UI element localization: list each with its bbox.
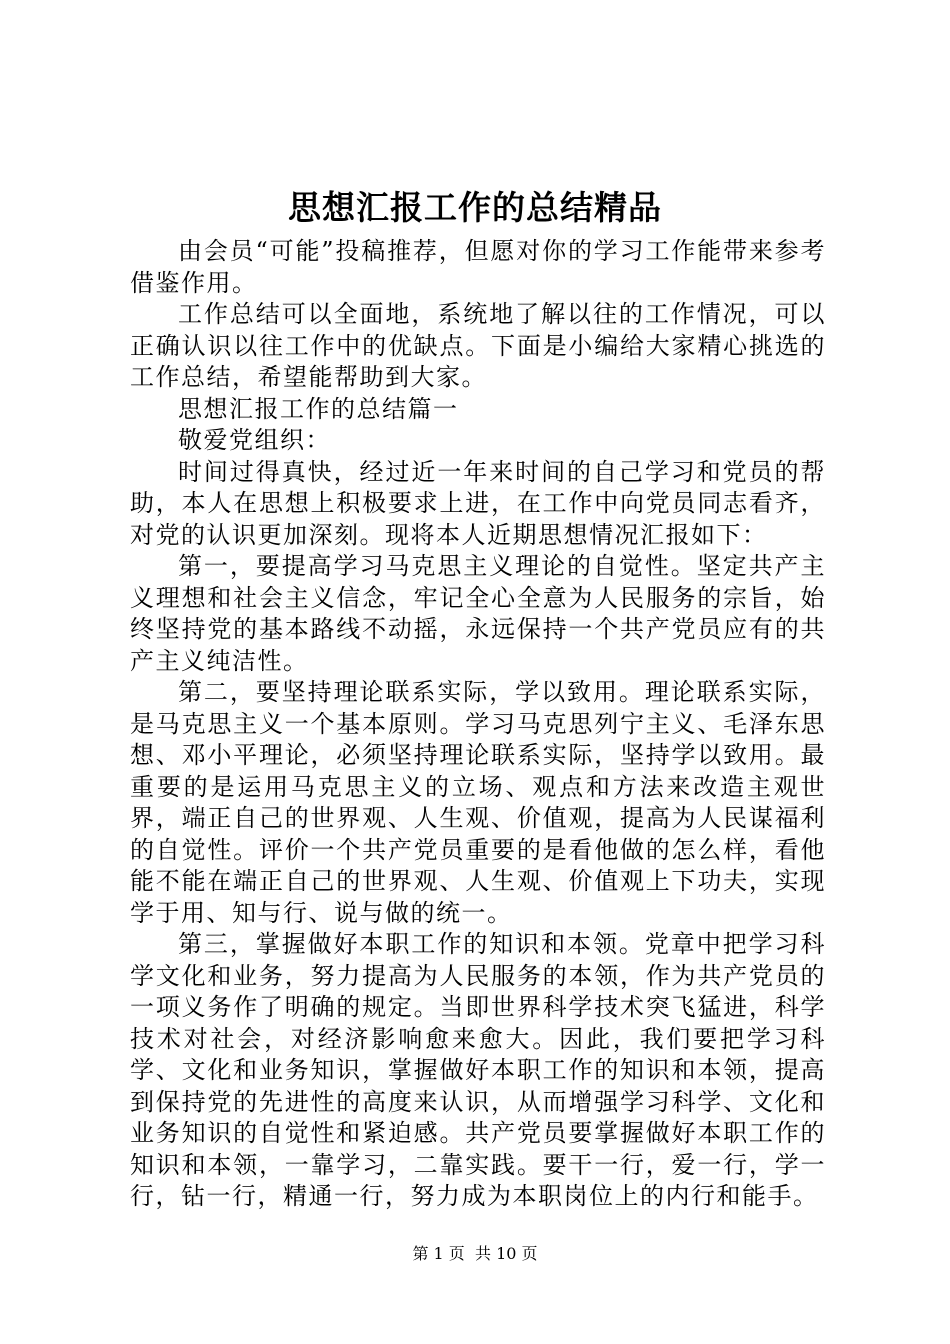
- page-footer: [0, 1243, 950, 1265]
- paragraph-opening: 时间过得真快，经过近一年来时间的自己学习和党员的帮助，本人在思想上积极要求上进，在工作中向党员同志看齐，对党的认识更加深刻。现将本人近期思想情况汇报如下：: [130, 457, 826, 549]
- page-number: 第 1 页: [412, 1244, 465, 1263]
- salutation: 敬爱党组织：: [178, 426, 331, 454]
- paragraph-point-three: 第三，掌握做好本职工作的知识和本领。党章中把学习科学文化和业务，努力提高为人民服务的本领，作为共产党员的一项义务作了明确的规定。当即世界科学技术突飞猛进，科学技术对社会，对经济影响愈来愈大。因此，我们要把学习科学、文化和业务知识，掌握做好本职工作的知识和本领，提高到保持党的先进性的高度来认识，从而增强学习科学、文化和业务知识的自觉性和紧迫感。共产党员要掌握做好本职工作的知识和本领，一靠学习，二靠实践。要干一行，爱一行，学一行，钻一行，精通一行，努力成为本职岗位上的内行和能手。: [130, 930, 826, 1210]
- paragraph-point-one: 第一，要提高学习马克思主义理论的自觉性。坚定共产主义理想和社会主义信念，牢记全心全意为人民服务的宗旨，始终坚持党的基本路线不动摇，永远保持一个共产党员应有的共产主义纯洁性。: [130, 552, 826, 675]
- paragraph-summary: 工作总结可以全面地，系统地了解以往的工作情况，可以正确认识以往工作中的优缺点。下面是小编给大家精心挑选的工作总结，希望能帮助到大家。: [130, 300, 826, 391]
- page-total: 共 10 页: [474, 1244, 538, 1263]
- section-heading: 思想汇报工作的总结篇一: [178, 394, 459, 423]
- paragraph-point-two: 第二，要坚持理论联系实际，学以致用。理论联系实际，是马克思主义一个基本原则。学习马克思列宁主义、毛泽东思想、邓小平理论，必须坚持理论联系实际，坚持学以致用。最重要的是运用马克思主义的立场、观点和方法来改造主观世界，端正自己的世界观、人生观、价值观，提高为人民谋福利的自觉性。评价一个共产党员重要的是看他做的怎么样，看他能不能在端正自己的世界观、人生观、价值观上下功夫，实现学于用、知与行、说与做的统一。: [130, 678, 826, 927]
- document-body: [130, 236, 826, 1213]
- paragraph-intro: 由会员“可能”投稿推荐，但愿对你的学习工作能带来参考借鉴作用。: [130, 237, 826, 297]
- document-title: 思想汇报工作的总结精品: [288, 188, 662, 227]
